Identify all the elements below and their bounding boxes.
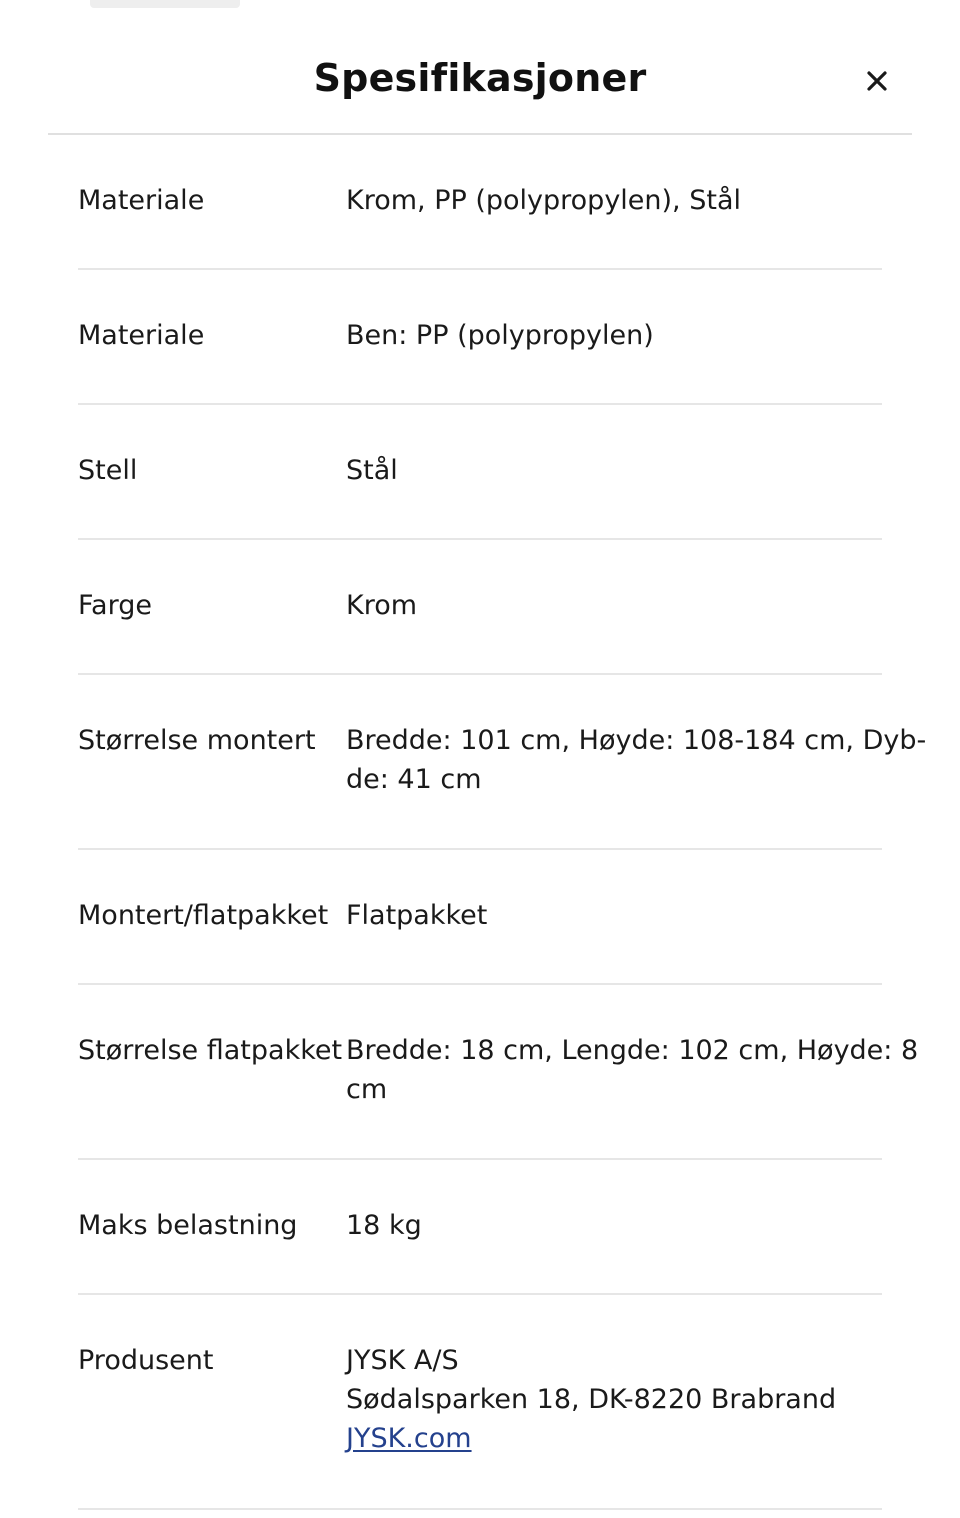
spec-row-material-legs [78, 270, 882, 405]
spec-label: Materiale [78, 320, 205, 351]
spec-row-assembly-state [78, 850, 882, 985]
spec-row-assembled-size [78, 675, 927, 850]
spec-value [346, 1031, 919, 1109]
spec-value: Ben: PP (polypropylen) [346, 320, 654, 351]
spec-value-line: de: 41 cm [346, 764, 482, 795]
close-icon [866, 70, 888, 92]
spec-value: Stål [346, 455, 398, 486]
spec-label: Produsent [78, 1345, 214, 1376]
modal-header [48, 0, 912, 135]
spec-value-line: cm [346, 1074, 388, 1105]
spec-value: Flatpakket [346, 900, 488, 931]
spec-value: Krom, PP (polypropylen), Stål [346, 185, 741, 216]
spec-row-color [78, 540, 882, 675]
modal-title: Spesifikasjoner [313, 56, 647, 100]
spec-label: Farge [78, 590, 152, 621]
manufacturer-name: JYSK A/S [346, 1345, 459, 1376]
spec-value [346, 721, 927, 799]
manufacturer-website-link[interactable]: JYSK.com [346, 1423, 472, 1454]
spec-row-frame [78, 405, 882, 540]
spec-label: Maks belastning [78, 1210, 298, 1241]
spec-value-line: Bredde: 18 cm, Lengde: 102 cm, Høyde: 8 [346, 1035, 919, 1066]
spec-label: Stell [78, 455, 138, 486]
spec-row-manufacturer [78, 1295, 882, 1510]
spec-value: Krom [346, 590, 418, 621]
specifications-list [78, 135, 927, 1510]
spec-row-max-load [78, 1160, 882, 1295]
close-button[interactable] [860, 64, 894, 98]
spec-row-material [78, 135, 882, 270]
spec-value [346, 1341, 882, 1458]
manufacturer-address: Sødalsparken 18, DK-8220 Brabrand [346, 1384, 837, 1415]
spec-row-flatpack-size [78, 985, 919, 1160]
spec-label: Størrelse flatpakket [78, 1035, 343, 1066]
spec-value: 18 kg [346, 1210, 422, 1241]
spec-label: Materiale [78, 185, 205, 216]
spec-label: Størrelse montert [78, 725, 316, 756]
spec-label: Montert/flatpakket [78, 900, 329, 931]
spec-value-line: Bredde: 101 cm, Høyde: 108-184 cm, Dyb- [346, 725, 927, 756]
